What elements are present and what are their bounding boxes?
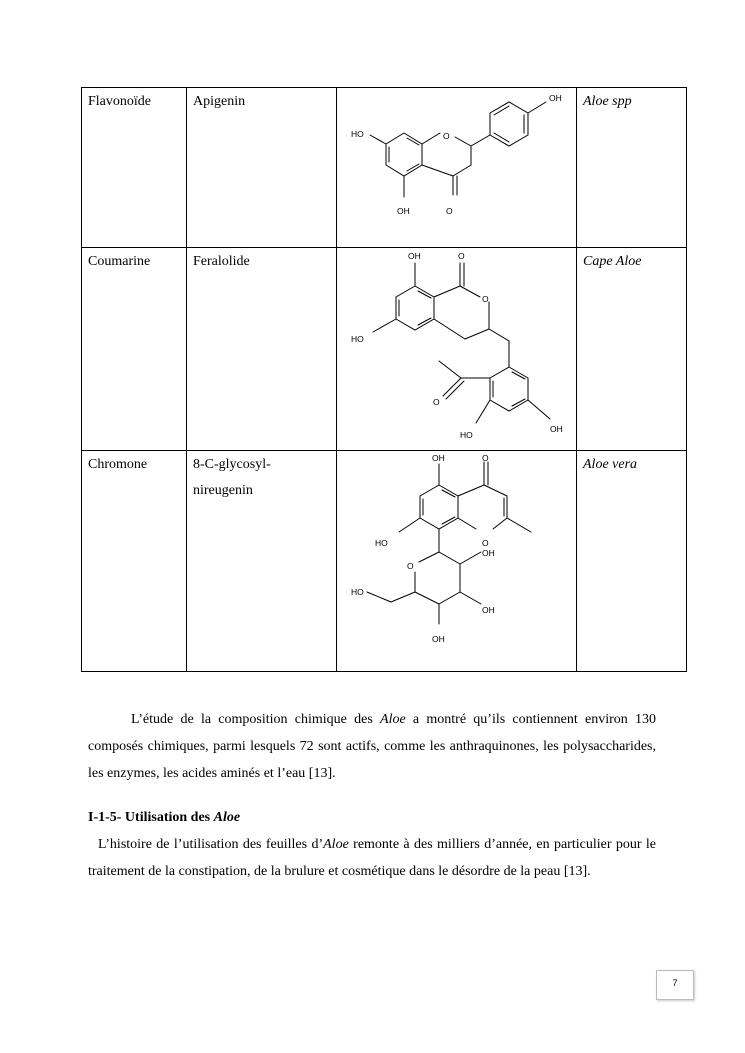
compound-class: Coumarine: [82, 248, 187, 451]
paragraph-text: L’étude de la composition chimique des: [131, 712, 381, 727]
ring-oxygen-label: O: [482, 538, 489, 548]
species: Cape Aloe: [577, 248, 687, 451]
species: Aloe vera: [577, 451, 687, 672]
hydroxyl-label: OH: [550, 424, 563, 434]
hydroxyl-label: HO: [351, 334, 364, 344]
carbonyl-oxygen-label: O: [482, 453, 489, 463]
ring-oxygen-label: O: [443, 131, 450, 141]
heading-italic: Aloe: [213, 810, 241, 825]
compound-name-line: 8-C-glycosyl-: [193, 457, 271, 472]
hydroxyl-label: HO: [460, 430, 473, 440]
table-row: [82, 88, 687, 248]
paragraph-text: L’histoire de l’utilisation des feuilles d’: [98, 837, 324, 852]
compounds-table: [81, 87, 687, 672]
paragraph-italic: Aloe: [323, 837, 349, 852]
compound-class-text: Chromone: [88, 457, 148, 472]
carbonyl-oxygen-label: O: [458, 251, 465, 261]
carbonyl-oxygen-label: O: [433, 397, 440, 407]
compound-class: [82, 451, 187, 672]
ring-oxygen-label: O: [482, 294, 489, 304]
compound-name: [187, 451, 337, 672]
page-number: 7: [656, 970, 694, 1000]
compound-name-line: nireugenin: [193, 483, 253, 498]
hydroxyl-label: OH: [397, 206, 410, 216]
compound-name: Apigenin: [187, 88, 337, 248]
hydroxyl-label: HO: [351, 129, 364, 139]
structure-feralolide: [337, 248, 577, 451]
section-heading: [88, 804, 240, 831]
compound-name: Feralolide: [187, 248, 337, 451]
hydroxyl-label: OH: [549, 93, 562, 103]
hydroxyl-label: OH: [482, 548, 495, 558]
hydroxyl-label: OH: [432, 453, 445, 463]
heading-text: I-1-5- Utilisation des: [88, 810, 214, 825]
paragraph-italic: Aloe: [380, 712, 406, 727]
carbonyl-oxygen-label: O: [446, 206, 453, 216]
table-row: [82, 248, 687, 451]
table-row: [82, 451, 687, 672]
paragraph-text: a montré qu’ils contiennent environ 130 composés chimiques, parmi lesquels 72 sont actifs, comme les anthraquinones, les polysaccharides, les enzymes, les acides aminés et l’eau [13].: [88, 712, 656, 781]
paragraph-composition: [88, 706, 656, 787]
species: Aloe spp: [577, 88, 687, 248]
ring-oxygen-label: O: [407, 561, 414, 571]
paragraph-usage: [88, 831, 656, 885]
structure-glycosyl-nireugenin: [337, 451, 577, 672]
hydroxyl-label: OH: [432, 634, 445, 644]
hydroxyl-label: HO: [351, 587, 364, 597]
paragraph-text: remonte à des milliers d’année, en particulier pour le traitement de la constipation, de la brulure et cosmétique dans le désordre de la peau [13].: [88, 837, 657, 879]
hydroxyl-label: OH: [408, 251, 421, 261]
hydroxyl-label: OH: [482, 605, 495, 615]
structure-apigenin: [337, 88, 577, 248]
compound-class: Flavonoïde: [82, 88, 187, 248]
hydroxyl-label: HO: [375, 538, 388, 548]
